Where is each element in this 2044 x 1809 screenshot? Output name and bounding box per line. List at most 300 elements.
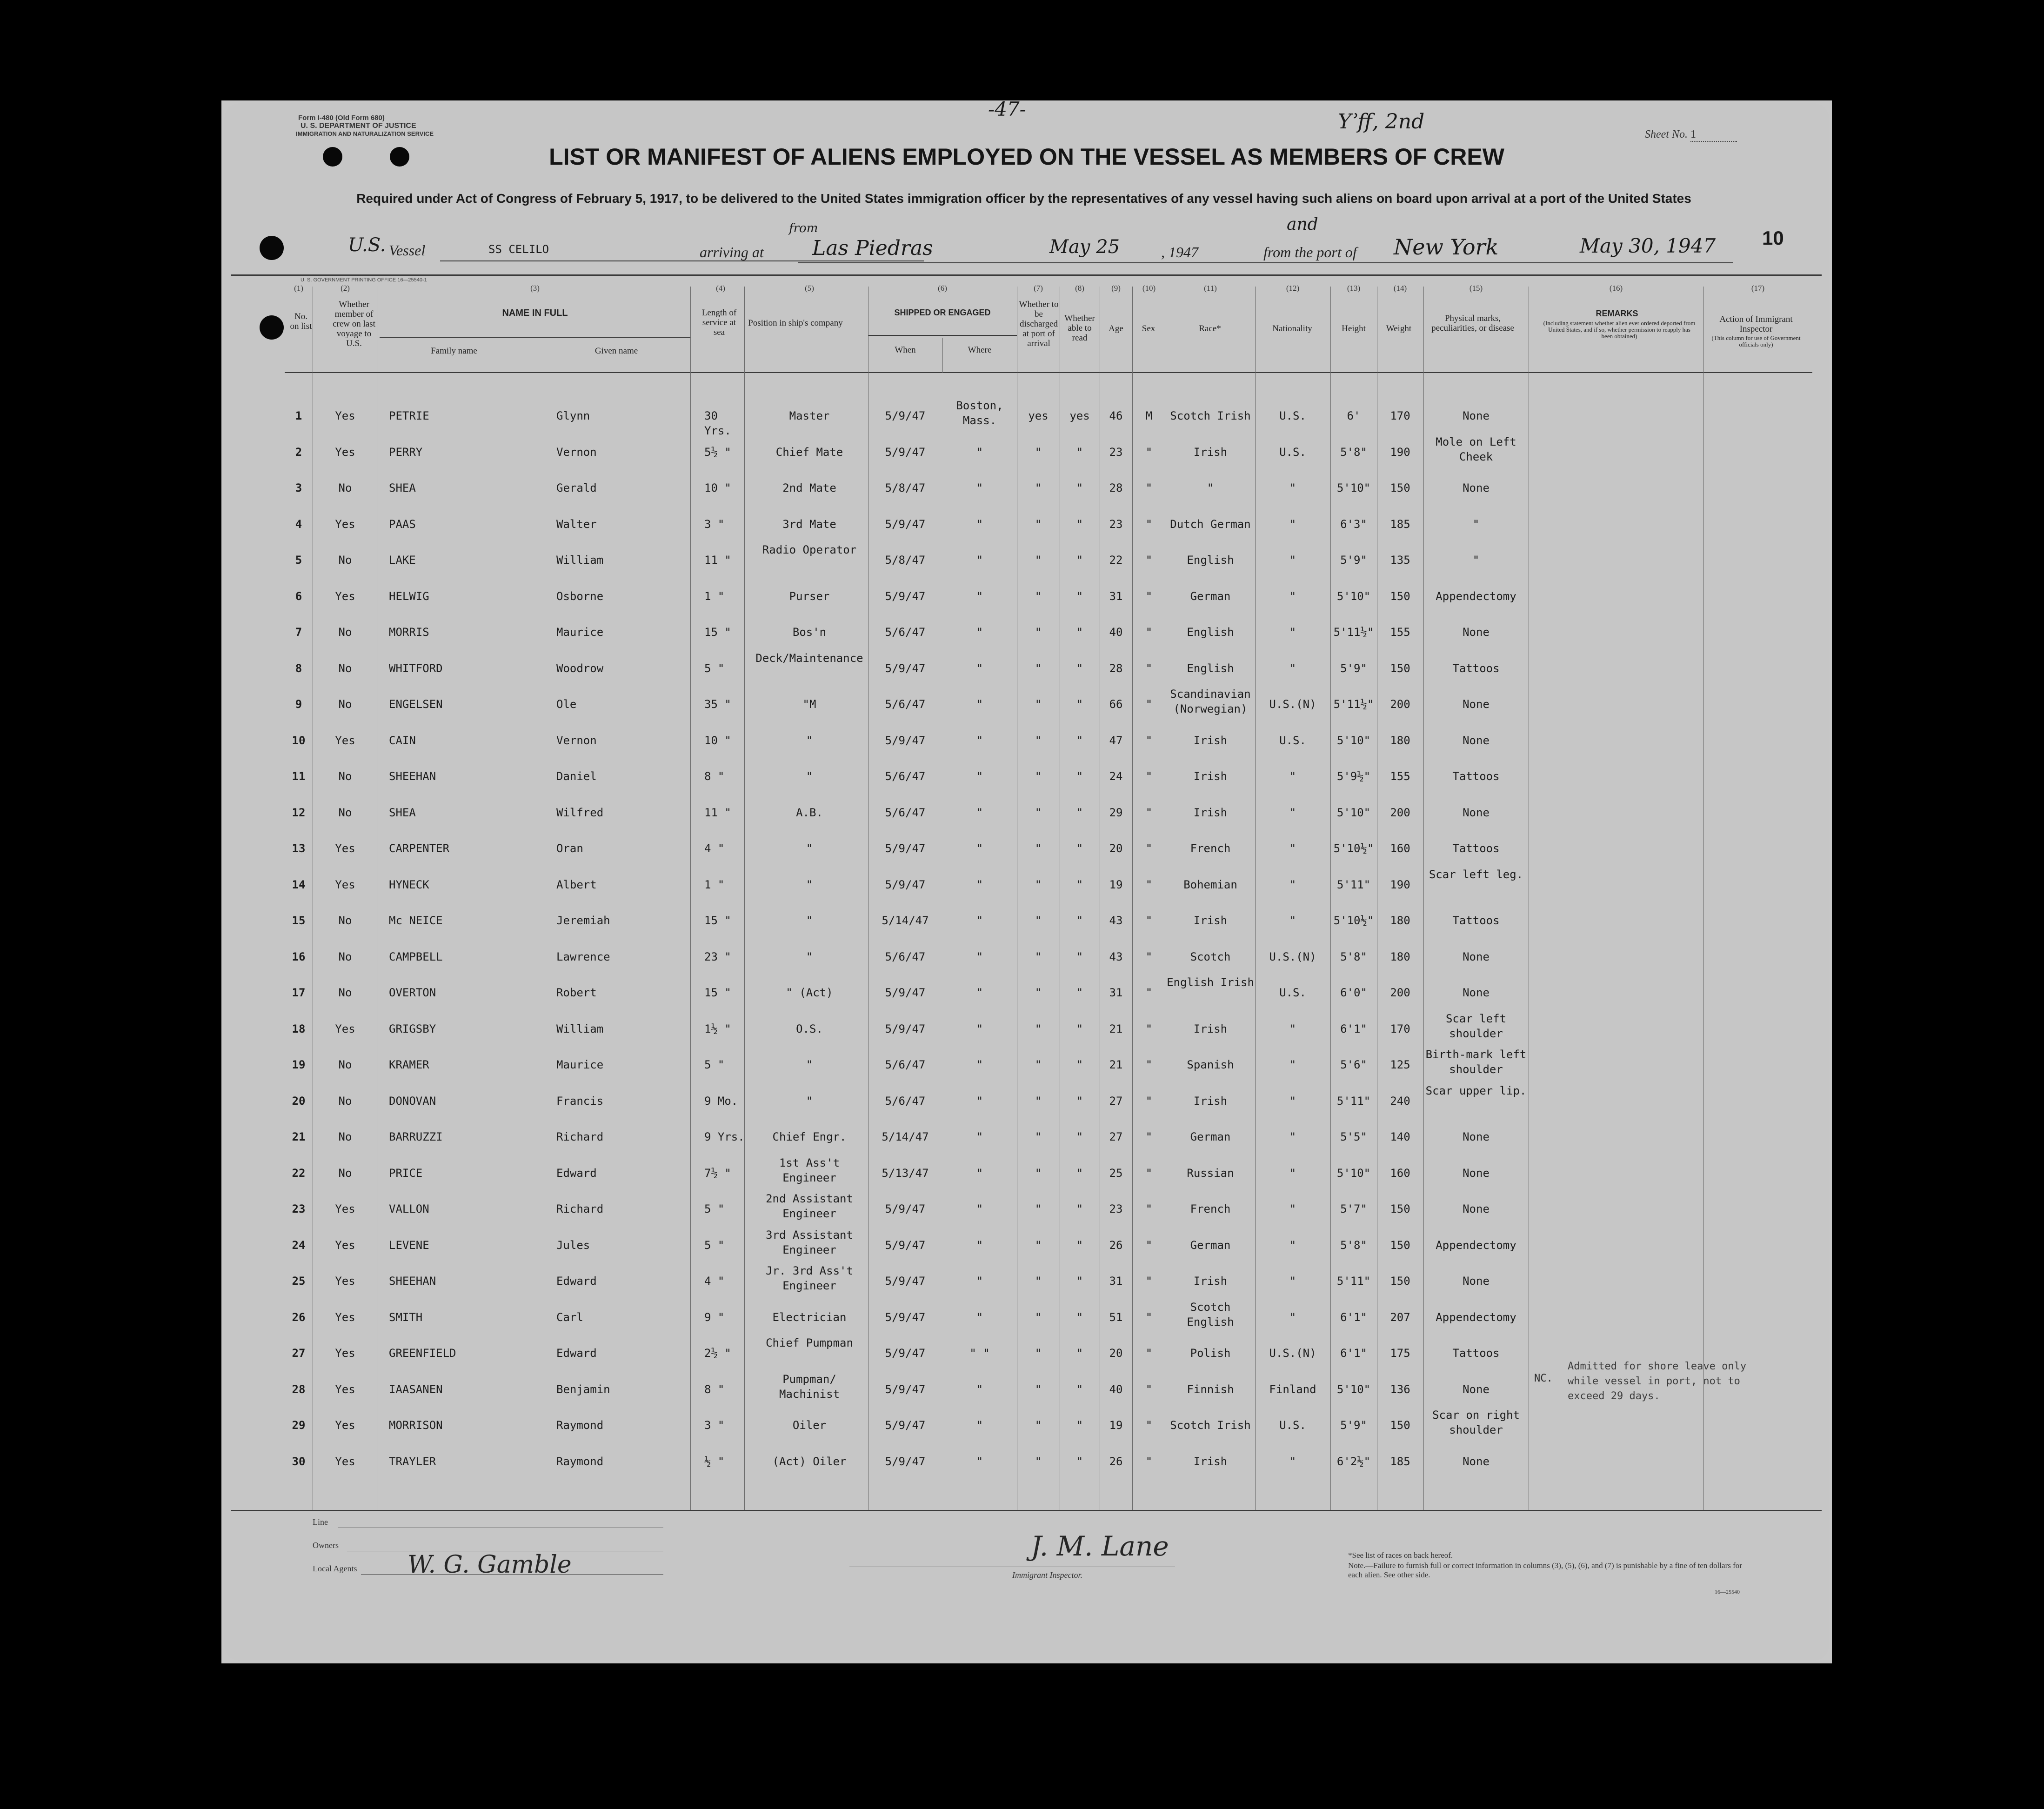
cell-member: No	[338, 986, 352, 999]
cell-marks: None	[1463, 1202, 1490, 1215]
cell-race: Irish	[1193, 1022, 1228, 1035]
cell-given: Richard	[556, 1130, 604, 1143]
cell-position: Radio Operator	[762, 543, 857, 556]
cell-where: "	[976, 1058, 983, 1071]
cell-discharged: "	[1035, 878, 1042, 891]
cell-nationality: "	[1289, 878, 1296, 891]
cell-age: 43	[1109, 914, 1123, 927]
cell-given: Robert	[556, 986, 597, 999]
cell-read: "	[1076, 1202, 1083, 1215]
cell-weight: 200	[1390, 806, 1410, 819]
cell-no: 4	[295, 517, 302, 531]
cell-given: Vernon	[556, 445, 597, 459]
cell-discharged: "	[1035, 517, 1042, 531]
cell-read: "	[1076, 878, 1083, 891]
cell-no: 15	[292, 914, 306, 927]
table-row	[221, 973, 1812, 1009]
hdr-able-read: Whether able to read	[1064, 314, 1095, 343]
cell-when: 5/9/47	[885, 842, 926, 855]
cell-no: 20	[292, 1094, 306, 1108]
cell-when: 5/9/47	[885, 1347, 926, 1360]
cell-family: IAASANEN	[389, 1382, 443, 1396]
cell-service: 30 Yrs.	[704, 409, 731, 437]
table-row	[221, 1262, 1812, 1298]
cell-race: Dutch German	[1170, 517, 1251, 531]
from-port-mark: and	[1287, 215, 1318, 234]
cell-read: "	[1076, 1310, 1083, 1324]
table-row	[221, 757, 1812, 793]
cell-given: Raymond	[556, 1455, 604, 1468]
manifest-sheet	[221, 100, 1832, 1663]
cell-service: 8 "	[704, 1382, 725, 1396]
table-row	[221, 1009, 1812, 1046]
cell-when: 5/9/47	[885, 986, 926, 999]
cell-age: 19	[1109, 1419, 1123, 1432]
cell-age: 31	[1109, 986, 1123, 999]
cell-given: Maurice	[556, 626, 604, 639]
hdr-action-sub: (This column for use of Government officials only)	[1711, 334, 1801, 348]
cell-position: Bos'n	[792, 626, 827, 639]
cell-member: Yes	[335, 589, 355, 603]
table-row	[221, 685, 1812, 721]
cell-family: WHITFORD	[389, 661, 443, 675]
cell-when: 5/9/47	[885, 517, 926, 531]
cell-no: 19	[292, 1058, 306, 1071]
cell-where: "	[976, 1419, 983, 1432]
inspector-label: Immigrant Inspector.	[1012, 1570, 1082, 1580]
cell-no: 7	[295, 626, 302, 639]
local-agents-label: Local Agents	[313, 1564, 357, 1573]
cell-given: Edward	[556, 1166, 597, 1180]
hdr-remarks-sub: (Including statement whether alien ever ordered deported from United States, and if so, whether permission to reapply has been obtained)	[1543, 320, 1696, 340]
cell-sex: "	[1145, 914, 1153, 927]
cell-family: GRIGSBY	[389, 1022, 436, 1035]
owners-label: Owners	[313, 1541, 339, 1550]
cell-race: Bohemian	[1183, 878, 1237, 891]
column-number: (7)	[1034, 284, 1043, 293]
cell-when: 5/6/47	[885, 950, 926, 963]
cell-sex: "	[1145, 1347, 1153, 1360]
cell-where: "	[976, 1382, 983, 1396]
cell-sex: "	[1145, 986, 1153, 999]
cell-position: 3rd Mate	[782, 517, 836, 531]
cell-discharged: "	[1035, 1202, 1042, 1215]
cell-family: ENGELSEN	[389, 698, 443, 711]
cell-family: SHEA	[389, 481, 416, 494]
cell-where: "	[976, 770, 983, 783]
cell-weight: 180	[1390, 734, 1410, 747]
cell-marks: Appendectomy	[1436, 1238, 1516, 1252]
cell-race: English	[1187, 554, 1234, 567]
cell-given: Ole	[556, 698, 577, 711]
cell-sex: "	[1145, 878, 1153, 891]
cell-height: 5'6"	[1340, 1058, 1367, 1071]
table-row	[221, 433, 1812, 469]
cell-age: 46	[1109, 409, 1123, 422]
cell-height: 6'0"	[1340, 986, 1367, 999]
cell-read: "	[1076, 806, 1083, 819]
cell-given: Daniel	[556, 770, 597, 783]
cell-height: 5'10"	[1336, 806, 1371, 819]
cell-marks: None	[1463, 698, 1490, 711]
cell-where: "	[976, 554, 983, 567]
form-id: Form I-480 (Old Form 680)	[298, 114, 385, 122]
cell-member: Yes	[335, 445, 355, 459]
cell-discharged: "	[1035, 1130, 1042, 1143]
cell-marks: None	[1463, 806, 1490, 819]
cell-height: 6'1"	[1340, 1022, 1367, 1035]
vessel-label: Vessel	[389, 242, 426, 259]
cell-age: 31	[1109, 589, 1123, 603]
cell-family: DONOVAN	[389, 1094, 436, 1108]
cell-marks: "	[1472, 517, 1480, 531]
cell-position: "	[806, 842, 813, 855]
cell-height: 6'3"	[1340, 517, 1367, 531]
cell-height: 5'9½"	[1336, 770, 1371, 783]
cell-service: 35 "	[704, 698, 731, 711]
cell-position: Chief Pumpman	[766, 1336, 853, 1349]
cell-read: "	[1076, 698, 1083, 711]
cell-age: 27	[1109, 1094, 1123, 1108]
cell-discharged: "	[1035, 1166, 1042, 1180]
cell-sex: "	[1145, 1310, 1153, 1324]
cell-age: 66	[1109, 698, 1123, 711]
cell-height: 5'10½"	[1333, 914, 1374, 927]
cell-age: 26	[1109, 1238, 1123, 1252]
cell-nationality: "	[1289, 842, 1296, 855]
cell-position: "	[806, 878, 813, 891]
cell-where: " "	[969, 1347, 990, 1360]
cell-nationality: U.S.	[1279, 1419, 1306, 1432]
cell-member: No	[338, 698, 352, 711]
cell-marks: Scar upper lip.	[1425, 1084, 1527, 1097]
cell-family: CARPENTER	[389, 842, 450, 855]
cell-age: 31	[1109, 1275, 1123, 1288]
cell-nationality: "	[1289, 1058, 1296, 1071]
cell-age: 51	[1109, 1310, 1123, 1324]
column-number: (8)	[1075, 284, 1084, 293]
cell-member: Yes	[335, 842, 355, 855]
column-number: (9)	[1111, 284, 1121, 293]
cell-service: 5 "	[704, 661, 725, 675]
cell-no: 16	[292, 950, 306, 963]
cell-weight: 150	[1390, 1419, 1410, 1432]
cell-age: 23	[1109, 445, 1123, 459]
cell-marks: None	[1463, 950, 1490, 963]
hdr-whether-member: Whether member of crew on last voyage to U.S.	[333, 300, 375, 348]
cell-weight: 150	[1390, 481, 1410, 494]
cell-read: "	[1076, 1130, 1083, 1143]
cell-height: 5'9"	[1340, 554, 1367, 567]
cell-where: "	[976, 1238, 983, 1252]
punch-hole	[260, 315, 284, 340]
cell-race: "	[1207, 481, 1214, 494]
cell-member: Yes	[335, 1275, 355, 1288]
table-row	[221, 649, 1812, 685]
column-number: (3)	[530, 284, 540, 293]
cell-when: 5/6/47	[885, 1058, 926, 1071]
cell-weight: 150	[1390, 589, 1410, 603]
cell-where: "	[976, 1094, 983, 1108]
hdr-nationality: Nationality	[1272, 324, 1312, 334]
cell-race: Scotch English	[1187, 1300, 1234, 1328]
form-code: 16—25540	[1715, 1589, 1740, 1595]
cell-given: Osborne	[556, 589, 604, 603]
cell-race: German	[1190, 1238, 1231, 1252]
cell-height: 5'9"	[1340, 661, 1367, 675]
cell-given: Wilfred	[556, 806, 604, 819]
cell-marks: Tattoos	[1452, 842, 1500, 855]
hdr-height: Height	[1342, 324, 1366, 334]
cell-weight: 175	[1390, 1347, 1410, 1360]
cell-given: Woodrow	[556, 661, 604, 675]
hdr-when: When	[895, 345, 916, 355]
cell-nationality: "	[1289, 1310, 1296, 1324]
cell-service: 2½ "	[704, 1347, 731, 1360]
cell-marks: None	[1463, 1166, 1490, 1180]
cell-discharged: "	[1035, 770, 1042, 783]
cell-where: "	[976, 914, 983, 927]
cell-race: Finnish	[1187, 1382, 1234, 1396]
cell-no: 13	[292, 842, 306, 855]
cell-family: PRICE	[389, 1166, 423, 1180]
header-top-rule	[231, 274, 1822, 276]
cell-discharged: "	[1035, 986, 1042, 999]
cell-race: German	[1190, 1130, 1231, 1143]
cell-height: 5'11"	[1336, 1094, 1371, 1108]
arriving-label: arriving at	[700, 244, 764, 260]
cell-position: "M	[802, 698, 816, 711]
cell-member: No	[338, 554, 352, 567]
cell-no: 3	[295, 481, 302, 494]
cell-no: 25	[292, 1275, 306, 1288]
cell-weight: 150	[1390, 1202, 1410, 1215]
cell-weight: 160	[1390, 1166, 1410, 1180]
cell-when: 5/9/47	[885, 1202, 926, 1215]
cell-marks: Appendectomy	[1436, 1310, 1516, 1324]
cell-no: 26	[292, 1310, 306, 1324]
cell-read: "	[1076, 1347, 1083, 1360]
cell-nationality: "	[1289, 1238, 1296, 1252]
column-number: (5)	[805, 284, 814, 293]
cell-when: 5/9/47	[885, 1419, 926, 1432]
cell-where: "	[976, 950, 983, 963]
hdr-family-name: Family name	[431, 346, 477, 356]
cell-when: 5/6/47	[885, 806, 926, 819]
cell-no: 12	[292, 806, 306, 819]
cell-no: 18	[292, 1022, 306, 1035]
cell-height: 5'11"	[1336, 878, 1371, 891]
cell-sex: "	[1145, 1455, 1153, 1468]
cell-given: William	[556, 554, 604, 567]
cell-family: BARRUZZI	[389, 1130, 443, 1143]
table-row	[221, 1298, 1812, 1334]
cell-age: 25	[1109, 1166, 1123, 1180]
header-bottom-rule	[285, 372, 1812, 373]
table-row	[221, 901, 1812, 937]
cell-family: SMITH	[389, 1310, 423, 1324]
hdr-discharged: Whether to be discharged at port of arrival	[1019, 300, 1059, 348]
cell-where: "	[976, 1022, 983, 1035]
cell-when: 5/13/47	[882, 1166, 929, 1180]
cell-marks: Mole on Left Cheek	[1436, 435, 1516, 463]
cell-family: SHEEHAN	[389, 1275, 436, 1288]
cell-height: 6'2½"	[1336, 1455, 1371, 1468]
cell-read: "	[1076, 445, 1083, 459]
cell-no: 10	[292, 734, 306, 747]
cell-where: "	[976, 986, 983, 999]
cell-where: "	[976, 1202, 983, 1215]
cell-when: 5/9/47	[885, 878, 926, 891]
column-number: (6)	[938, 284, 947, 293]
cell-when: 5/6/47	[885, 1094, 926, 1108]
cell-member: No	[338, 950, 352, 963]
cell-marks: Scar left leg.	[1429, 868, 1523, 881]
hdr-weight: Weight	[1386, 324, 1412, 334]
cell-marks: Tattoos	[1452, 770, 1500, 783]
service-name: IMMIGRATION AND NATURALIZATION SERVICE	[296, 130, 434, 137]
cell-race: Scotch Irish	[1170, 1419, 1251, 1432]
table-row	[221, 396, 1812, 437]
cell-marks: Scar left shoulder	[1445, 1012, 1507, 1040]
cell-age: 23	[1109, 1202, 1123, 1215]
cell-sex: "	[1145, 1382, 1153, 1396]
cell-height: 6'1"	[1340, 1347, 1367, 1360]
cell-read: "	[1076, 1455, 1083, 1468]
cell-read: "	[1076, 1238, 1083, 1252]
cell-service: 7½ "	[704, 1166, 731, 1180]
cell-position: 1st Ass't Engineer	[779, 1156, 840, 1184]
cell-weight: 155	[1390, 626, 1410, 639]
cell-race: Spanish	[1187, 1058, 1234, 1071]
cell-where: "	[976, 661, 983, 675]
cell-age: 23	[1109, 517, 1123, 531]
cell-where: "	[976, 1166, 983, 1180]
cell-nationality: U.S.	[1279, 409, 1306, 422]
cell-discharged: "	[1035, 1455, 1042, 1468]
cell-discharged: "	[1035, 589, 1042, 603]
cell-family: HYNECK	[389, 878, 429, 891]
cell-nationality: U.S.	[1279, 734, 1306, 747]
cell-no: 1	[295, 409, 302, 422]
cell-weight: 190	[1390, 445, 1410, 459]
cell-when: 5/8/47	[885, 554, 926, 567]
cell-weight: 150	[1390, 1238, 1410, 1252]
cell-race: German	[1190, 589, 1231, 603]
cell-nationality: "	[1289, 626, 1296, 639]
cell-given: Carl	[556, 1310, 583, 1324]
column-number: (11)	[1204, 284, 1217, 293]
cell-nationality: U.S.(N)	[1269, 698, 1316, 711]
cell-read: "	[1076, 517, 1083, 531]
cell-height: 5'10½"	[1333, 842, 1374, 855]
cell-nationality: U.S.	[1279, 986, 1306, 999]
cell-age: 20	[1109, 842, 1123, 855]
cell-family: GREENFIELD	[389, 1347, 456, 1360]
note-failure: Note.—Failure to furnish full or correct information in columns (3), (5), (6), and (7) is punishable by a fine of ten dollars for each alien. See other side.	[1348, 1561, 1742, 1579]
cell-service: 9 "	[704, 1310, 725, 1324]
table-row	[221, 1442, 1812, 1478]
cell-discharged: "	[1035, 698, 1042, 711]
cell-age: 21	[1109, 1022, 1123, 1035]
cell-member: Yes	[335, 1022, 355, 1035]
cell-when: 5/9/47	[885, 409, 926, 422]
column-number: (13)	[1347, 284, 1361, 293]
cell-sex: "	[1145, 698, 1153, 711]
cell-age: 28	[1109, 481, 1123, 494]
hdr-position: Position in ship's company	[748, 318, 843, 328]
cell-member: Yes	[335, 1382, 355, 1396]
table-row	[221, 613, 1812, 649]
cell-nationality: "	[1289, 1094, 1296, 1108]
cell-when: 5/9/47	[885, 1275, 926, 1288]
column-number: (15)	[1469, 284, 1483, 293]
cell-given: William	[556, 1022, 604, 1035]
cell-given: Jules	[556, 1238, 590, 1252]
cell-member: Yes	[335, 1310, 355, 1324]
cell-no: 6	[295, 589, 302, 603]
cell-marks: Appendectomy	[1436, 589, 1516, 603]
cell-nationality: Finland	[1269, 1382, 1316, 1396]
cell-sex: M	[1145, 409, 1153, 422]
cell-member: No	[338, 770, 352, 783]
cell-where: "	[976, 1275, 983, 1288]
column-number: (2)	[341, 284, 350, 293]
cell-where: "	[976, 589, 983, 603]
cell-sex: "	[1145, 1166, 1153, 1180]
cell-no: 29	[292, 1419, 306, 1432]
column-number: (1)	[294, 284, 303, 293]
cell-sex: "	[1145, 1202, 1153, 1215]
cell-member: Yes	[335, 409, 355, 422]
cell-nationality: "	[1289, 1275, 1296, 1288]
cell-nationality: "	[1289, 1166, 1296, 1180]
cell-where: "	[976, 698, 983, 711]
table-row	[221, 865, 1812, 901]
hdr-action: Action of Immigrant Inspector	[1719, 314, 1793, 334]
cell-member: No	[338, 1166, 352, 1180]
cell-read: "	[1076, 589, 1083, 603]
cell-age: 40	[1109, 626, 1123, 639]
cell-member: No	[338, 806, 352, 819]
cell-service: 4 "	[704, 842, 725, 855]
cell-marks: None	[1463, 409, 1490, 422]
cell-position: 2nd Mate	[782, 481, 836, 494]
cell-sex: "	[1145, 481, 1153, 494]
cell-service: 10 "	[704, 481, 731, 494]
cell-no: 24	[292, 1238, 306, 1252]
cell-marks: None	[1463, 1130, 1490, 1143]
cell-service: 8 "	[704, 770, 725, 783]
cell-height: 5'8"	[1340, 950, 1367, 963]
cell-member: No	[338, 481, 352, 494]
cell-member: Yes	[335, 1238, 355, 1252]
vessel-underline	[440, 260, 924, 261]
cell-age: 20	[1109, 1347, 1123, 1360]
cell-given: Lawrence	[556, 950, 610, 963]
cell-nationality: "	[1289, 1455, 1296, 1468]
cell-member: No	[338, 626, 352, 639]
cell-age: 22	[1109, 554, 1123, 567]
cell-service: 23 "	[704, 950, 731, 963]
cell-sex: "	[1145, 1275, 1153, 1288]
cell-when: 5/9/47	[885, 589, 926, 603]
hdr-remarks: REMARKS	[1596, 309, 1638, 318]
cell-sex: "	[1145, 950, 1153, 963]
cell-race: Irish	[1193, 734, 1228, 747]
shipped-underline	[868, 335, 1017, 336]
cell-read: yes	[1069, 409, 1090, 422]
